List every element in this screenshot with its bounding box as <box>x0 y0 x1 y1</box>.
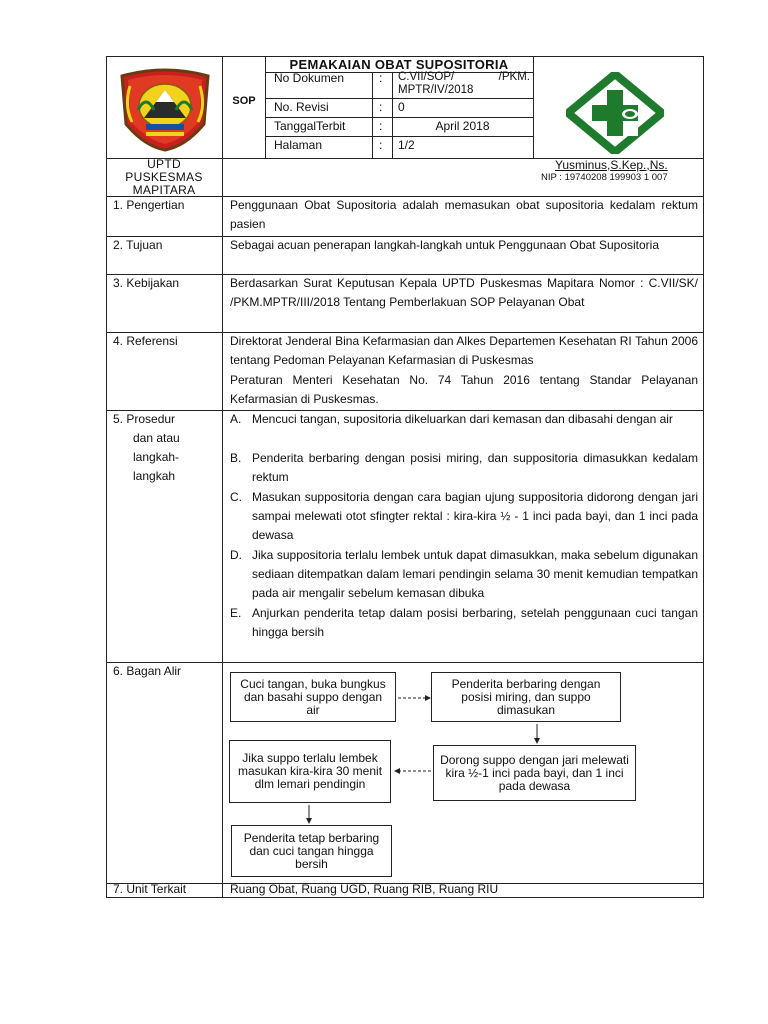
section-text-unit-terkait: Ruang Obat, Ruang UGD, Ruang RIB, Ruang RIU <box>230 882 499 896</box>
signer-nip: NIP : 19740208 199903 1 007 <box>541 172 668 183</box>
flowchart-arrows <box>222 662 702 883</box>
section-label-prosedur <box>113 410 180 486</box>
flow-box-step-3: Dorong suppo dengan jari melewati kira ½-1 inci pada bayi, dan 1 inci pada dewasa <box>433 745 636 801</box>
section-text-pengertian: Penggunaan Obat Supositoria adalah memasukan obat supositoria kedalam rektum pasien <box>230 198 698 231</box>
procedure-step <box>230 546 698 603</box>
procedure-step <box>230 488 698 545</box>
section-text-kebijakan: Berdasarkan Surat Keputusan Kepala UPTD Puskesmas Mapitara Nomor : C.VII/SK/ /PKM.MPTR/III/2018 Tentang Pemberlakuan SOP Pelayanan Obat <box>230 276 698 309</box>
step-text: Jika suppositoria terlalu lembek untuk dapat dimasukkan, maka sebelum digunakan sediaan ditempatkan dalam lemari pendingin selama 30 menit kemudian tempatkan pada air mengalir sebelum kemasan dibuka <box>252 548 698 600</box>
step-marker: B. <box>230 451 242 465</box>
step-text: Mencuci tangan, supositoria dikeluarkan dari kemasan dan dibasahi dengan air <box>252 412 673 426</box>
reference-item: Direktorat Jenderal Bina Kefarmasian dan Alkes Departemen Kesehatan RI Tahun 2006 tentang Pedoman Pelayanan Kefarmasian di Puskesmas <box>230 334 698 367</box>
procedure-step <box>230 410 698 429</box>
institution-name: UPTD PUSKESMAS MAPITARA <box>125 157 203 197</box>
meta-value-no-dokumen: C.VII/SOP/ /PKM. MPTR/IV/2018 <box>398 71 530 96</box>
meta-label-no-dokumen: No Dokumen <box>274 71 345 85</box>
section-label-pengertian: 1. Pengertian <box>113 198 185 212</box>
procedure-step <box>230 604 698 642</box>
flow-box-step-5: Penderita tetap berbaring dan cuci tangan hingga bersih <box>231 825 392 877</box>
section-label-unit-terkait: 7. Unit Terkait <box>113 882 187 896</box>
meta-sep: : <box>379 71 383 85</box>
prosedur-label-line: langkah- <box>133 450 180 464</box>
meta-value-halaman: 1/2 <box>398 138 415 152</box>
flow-arrow-down <box>306 805 312 824</box>
meta-label-no-revisi: No. Revisi <box>274 100 329 114</box>
meta-value-tanggal-terbit: April 2018 <box>435 119 490 133</box>
section-label-tujuan: 2. Tujuan <box>113 238 163 252</box>
section-label-bagan-alir: 6. Bagan Alir <box>113 664 182 678</box>
signer-name: Yusminus,S.Kep.,Ns. <box>555 158 668 172</box>
meta-value-no-revisi: 0 <box>398 100 405 114</box>
step-marker: D. <box>230 548 242 562</box>
sop-label: SOP <box>232 95 256 107</box>
regional-emblem-logo <box>116 66 214 152</box>
document-title: PEMAKAIAN OBAT SUPOSITORIA <box>289 57 509 72</box>
step-text: Anjurkan penderita tetap dalam posisi berbaring, setelah penggunaan cuci tangan hingga bersih <box>252 606 698 639</box>
step-marker: C. <box>230 490 242 504</box>
flow-arrow-right <box>398 695 431 701</box>
prosedur-label-line: 5. Prosedur <box>113 412 176 426</box>
step-marker: E. <box>230 606 242 620</box>
flow-arrow-left <box>394 768 431 774</box>
meta-sep: : <box>379 119 383 133</box>
section-label-referensi: 4. Referensi <box>113 334 178 348</box>
step-marker: A. <box>230 412 242 426</box>
flow-box-step-2: Penderita berbaring dengan posisi miring, dan suppo dimasukan <box>431 672 621 722</box>
procedure-step <box>230 449 698 487</box>
meta-sep: : <box>379 138 383 152</box>
flow-box-step-1: Cuci tangan, buka bungkus dan basahi suppo dengan air <box>230 672 396 722</box>
reference-item: Peraturan Menteri Kesehatan No. 74 Tahun 2016 tentang Standar Pelayanan Kefarmasian di Puskesmas. <box>230 373 698 406</box>
section-text-tujuan: Sebagai acuan penerapan langkah-langkah untuk Penggunaan Obat Supositoria <box>230 238 659 252</box>
step-text: Masukan suppositoria dengan cara bagian ujung suppositoria didorong dengan jari sampai melewati otot sfingter rektal : kira-kira ½ - 1 inci pada bayi, dan 1 inci pada dewasa <box>252 490 698 542</box>
prosedur-label-line: langkah <box>133 469 176 483</box>
puskesmas-logo <box>566 72 664 154</box>
meta-label-halaman: Halaman <box>274 138 323 152</box>
step-text: Penderita berbaring dengan posisi miring, dan suppositoria dimasukkan kedalam rektum <box>252 451 698 484</box>
section-label-kebijakan: 3. Kebijakan <box>113 276 180 290</box>
meta-label-tanggal-terbit: TanggalTerbit <box>274 119 346 133</box>
prosedur-label-line: dan atau <box>133 431 180 445</box>
meta-sep: : <box>379 100 383 114</box>
flow-box-step-4: Jika suppo terlalu lembek masukan kira-kira 30 menit dlm lemari pendingin <box>229 740 391 803</box>
flow-arrow-down <box>534 724 540 744</box>
